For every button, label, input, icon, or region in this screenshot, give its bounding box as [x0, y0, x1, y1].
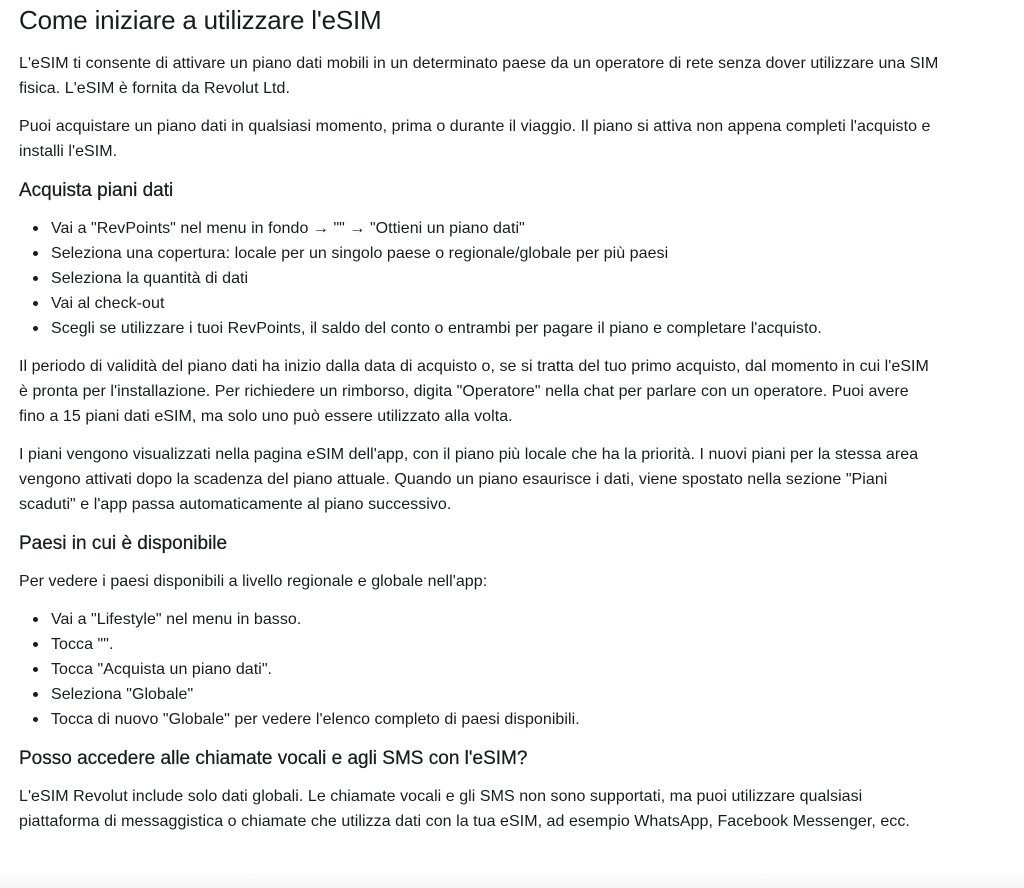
section-heading-buy: Acquista piani dati: [19, 180, 174, 201]
bullet-icon: [33, 276, 38, 281]
list-item-text: Seleziona la quantità di dati: [51, 270, 249, 287]
validity-paragraph: Il periodo di validità del piano dati ha inizio dalla data di acquisto o, se si tratta del tuo primo acquisto, dal momento in cui l'eSIM è pronta per l'installazione. Per richiedere un rimborso, digita "Operatore" nella chat per parlare con un operatore. Puoi avere fino a 15 piani dati eSIM, ma solo uno può essere utilizzato alla volta.: [19, 358, 929, 425]
section-heading-countries: Paesi in cui è disponibile: [19, 533, 228, 554]
list-item: [19, 216, 939, 241]
bullet-icon: [33, 326, 38, 331]
calls-paragraph: L'eSIM Revolut include solo dati globali. Le chiamate vocali e gli SMS non sono supportati, ma puoi utilizzare qualsiasi piattaforma di messaggistica o chiamate che utilizza dati con la tua eSIM, ad esempio WhatsApp, Facebook Messenger, ecc.: [19, 788, 910, 830]
help-article: [0, 3, 939, 834]
intro-paragraph-1: L'eSIM ti consente di attivare un piano dati mobili in un determinato paese da un operatore di rete senza dover utilizzare una SIM fisica. L'eSIM è fornita da Revolut Ltd.: [19, 55, 939, 97]
bullet-icon: [33, 692, 38, 697]
list-item-text: Seleziona una copertura: locale per un singolo paese o regionale/globale per più paesi: [51, 245, 669, 262]
buy-steps-list: [19, 216, 939, 341]
countries-steps-list: [19, 607, 939, 732]
list-item-text: Tocca "Acquista un piano dati".: [51, 661, 273, 678]
bullet-icon: [33, 251, 38, 256]
list-item: [19, 707, 939, 732]
list-item-text: Scegli se utilizzare i tuoi RevPoints, il saldo del conto o entrambi per pagare il piano e completare l'acquisto.: [51, 320, 822, 337]
bullet-icon: [33, 642, 38, 647]
intro-paragraph-2: Puoi acquistare un piano dati in qualsiasi momento, prima o durante il viaggio. Il piano si attiva non appena completi l'acquisto e installi l'eSIM.: [19, 118, 931, 160]
list-item: [19, 241, 939, 266]
countries-intro: Per vedere i paesi disponibili a livello regionale e globale nell'app:: [19, 573, 488, 590]
list-item-text: Tocca di nuovo "Globale" per vedere l'elenco completo di paesi disponibili.: [51, 711, 580, 728]
list-item: [19, 316, 939, 341]
list-item: [19, 657, 939, 682]
list-item-text: Vai a "Lifestyle" nel menu in basso.: [51, 611, 302, 628]
list-item: [19, 607, 939, 632]
list-item: [19, 266, 939, 291]
list-item-text: Vai al check-out: [51, 295, 165, 312]
bullet-icon: [33, 226, 38, 231]
list-item: [19, 682, 939, 707]
bullet-icon: [33, 717, 38, 722]
list-item: [19, 632, 939, 657]
bullet-icon: [33, 617, 38, 622]
list-item-text: Tocca "".: [51, 636, 114, 653]
bottom-fade: [0, 870, 1024, 888]
list-item: [19, 291, 939, 316]
list-item-text: Seleziona "Globale": [51, 686, 194, 703]
page-title: Come iniziare a utilizzare l'eSIM: [19, 5, 382, 35]
list-item-text: Vai a "RevPoints" nel menu in fondo → "" → "Ottieni un piano dati": [51, 220, 525, 237]
plans-paragraph: I piani vengono visualizzati nella pagina eSIM dell'app, con il piano più locale che ha la priorità. I nuovi piani per la stessa area vengono attivati dopo la scadenza del piano attuale. Quando un piano esaurisce i dati, viene spostato nella sezione "Piani scaduti" e l'app passa automaticamente al piano successivo.: [19, 446, 919, 513]
section-heading-calls: Posso accedere alle chiamate vocali e agli SMS con l'eSIM?: [19, 748, 528, 769]
bullet-icon: [33, 667, 38, 672]
bullet-icon: [33, 301, 38, 306]
